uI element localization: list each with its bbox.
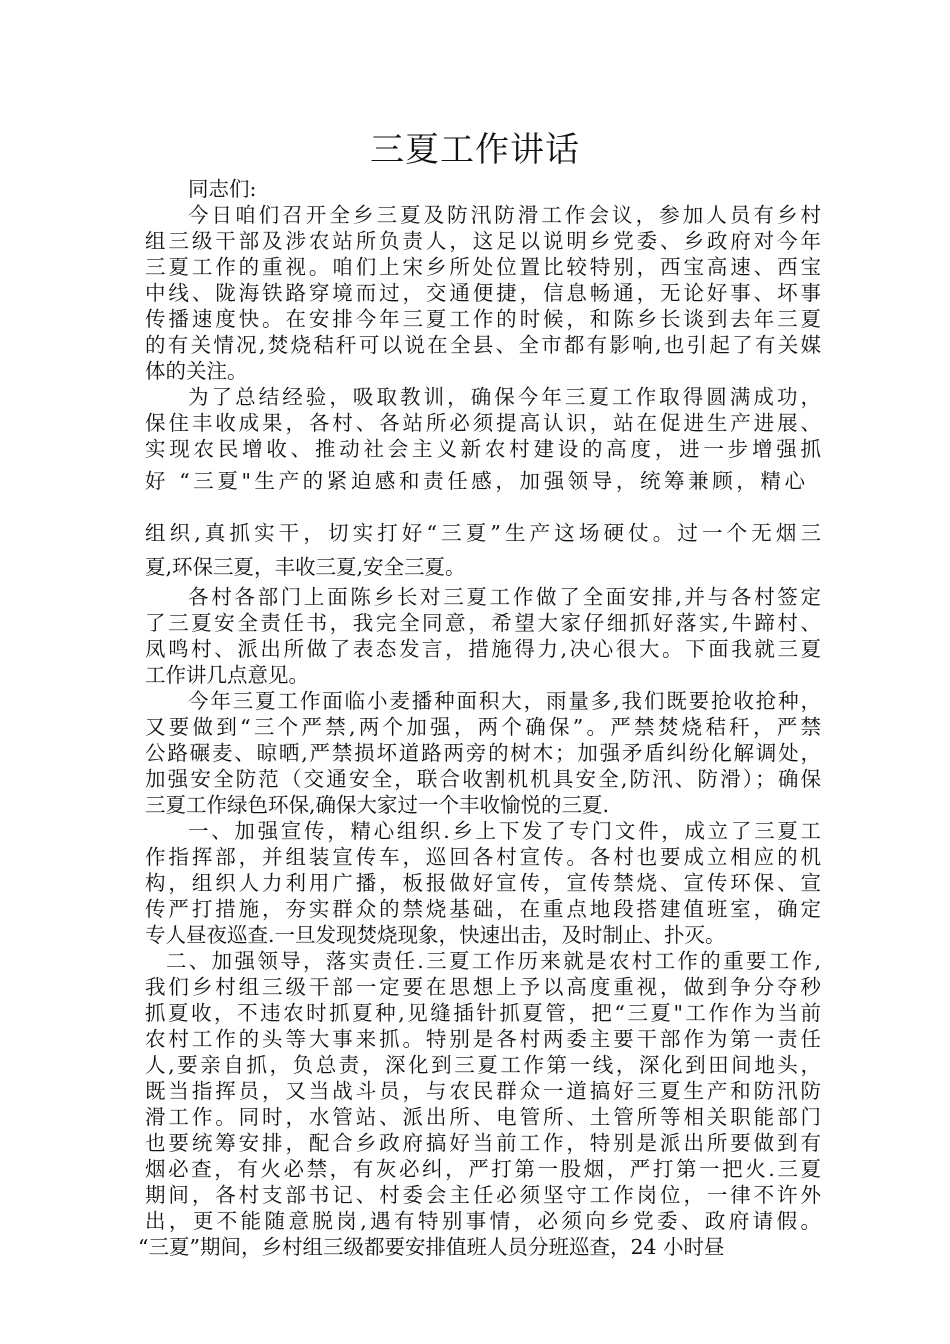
text-line: 专人昼夜巡查.一旦发现焚烧现象，快速出击，及时制止、扑灭。: [145, 923, 726, 947]
text-line: 好 “三夏"生产的紧迫感和责任感，加强领导，统筹兼顾，精心: [145, 469, 805, 493]
text-line: 三夏工作绿色环保,确保大家过一个丰收愉悦的三夏.: [145, 793, 610, 817]
text-line: 中线、陇海铁路穿境而过，交通便捷，信息畅通，无论好事、坏事: [145, 281, 821, 305]
text-line: 又要做到“三个严禁,两个加强，两个确保”。严禁焚烧秸秆，严禁: [145, 715, 821, 739]
text-line: 期间，各村支部书记、村委会主任必须坚守工作岗位，一律不许外: [145, 1183, 821, 1207]
text-line: 构，组织人力利用广播，板报做好宣传，宣传禁烧、宣传环保、宣: [145, 871, 821, 895]
document-title: 三夏工作讲话: [370, 130, 580, 170]
text-line: 二、加强领导，落实责任.三夏工作历来就是农村工作的重要工作,: [166, 949, 821, 973]
text-line: 烟必查，有火必禁，有灰必纠，严打第一股烟，严打第一把火.三夏: [145, 1157, 821, 1181]
text-line: 三夏工作的重视。咱们上宋乡所处位置比较特别，西宝高速、西宝: [145, 255, 821, 279]
text-line: 滑工作。同时，水管站、派出所、电管所、土管所等相关职能部门: [145, 1105, 821, 1129]
text-line: 人,要亲自抓，负总责，深化到三夏工作第一线，深化到田间地头，: [145, 1053, 821, 1077]
text-line: 我们乡村组三级干部一定要在思想上予以高度重视，做到争分夺秒: [145, 975, 821, 999]
text-line: 今日咱们召开全乡三夏及防汛防滑工作会议，参加人员有乡村: [188, 203, 821, 227]
text-line: 各村各部门上面陈乡长对三夏工作做了全面安排,并与各村签定: [188, 585, 821, 609]
text-line: 既当指挥员，又当战斗员，与农民群众一道搞好三夏生产和防汛防: [145, 1079, 821, 1103]
text-line: 组三级干部及涉农站所负责人，这足以说明乡党委、乡政府对今年: [145, 229, 821, 253]
text-line: 加强安全防范（交通安全，联合收割机机具安全,防汛、防滑）；确保: [145, 767, 821, 791]
text-line: 体的关注。: [145, 359, 248, 383]
text-line: 凤鸣村、派出所做了表态发言，措施得力,决心很大。下面我就三夏: [145, 637, 821, 661]
text-line: 组织,真抓实干，切实打好“三夏”生产这场硬仗。过一个无烟三: [145, 521, 821, 545]
text-line: 传播速度快。在安排今年三夏工作的时候，和陈乡长谈到去年三夏: [145, 307, 821, 331]
text-line: 也要统筹安排，配合乡政府搞好当前工作，特别是派出所要做到有: [145, 1131, 821, 1155]
text-line-salutation: 同志们:: [188, 177, 257, 201]
text-line: 夏,环保三夏，丰收三夏,安全三夏。: [145, 555, 466, 579]
text-line: 保住丰收成果，各村、各站所必须提高认识，站在促进生产进展、: [145, 411, 821, 435]
text-line: “三夏”期间，乡村组三级都要安排值班人员分班巡查，24 小时昼: [138, 1235, 725, 1259]
text-line: 的有关情况,焚烧秸秆可以说在全县、全市都有影响,也引起了有关媒: [145, 333, 821, 357]
text-line: 一、加强宣传，精心组织.乡上下发了专门文件，成立了三夏工: [188, 819, 821, 843]
text-line: 公路碾麦、晾晒,严禁损坏道路两旁的树木；加强矛盾纠纷化解调处，: [145, 741, 821, 765]
text-line: 实现农民增收、推动社会主义新农村建设的高度，进一步增强抓: [145, 437, 821, 461]
text-line: 抓夏收，不违农时抓夏种,见缝插针抓夏管，把“三夏"工作作为当前: [145, 1001, 821, 1025]
text-line: 今年三夏工作面临小麦播种面积大，雨量多,我们既要抢收抢种，: [188, 689, 821, 713]
text-line: 作指挥部，并组装宣传车，巡回各村宣传。各村也要成立相应的机: [145, 845, 821, 869]
text-line: 农村工作的头等大事来抓。特别是各村两委主要干部作为第一责任: [145, 1027, 821, 1051]
text-line: 出，更不能随意脱岗,遇有特别事情，必须向乡党委、政府请假。: [145, 1209, 821, 1233]
text-line: 了三夏安全责任书，我完全同意，希望大家仔细抓好落实,牛蹄村、: [145, 611, 821, 635]
text-line: 为了总结经验，吸取教训，确保今年三夏工作取得圆满成功，: [188, 385, 821, 409]
text-line: 传严打措施，夯实群众的禁烧基础，在重点地段搭建值班室，确定: [145, 897, 821, 921]
text-line: 工作讲几点意见。: [145, 663, 309, 687]
